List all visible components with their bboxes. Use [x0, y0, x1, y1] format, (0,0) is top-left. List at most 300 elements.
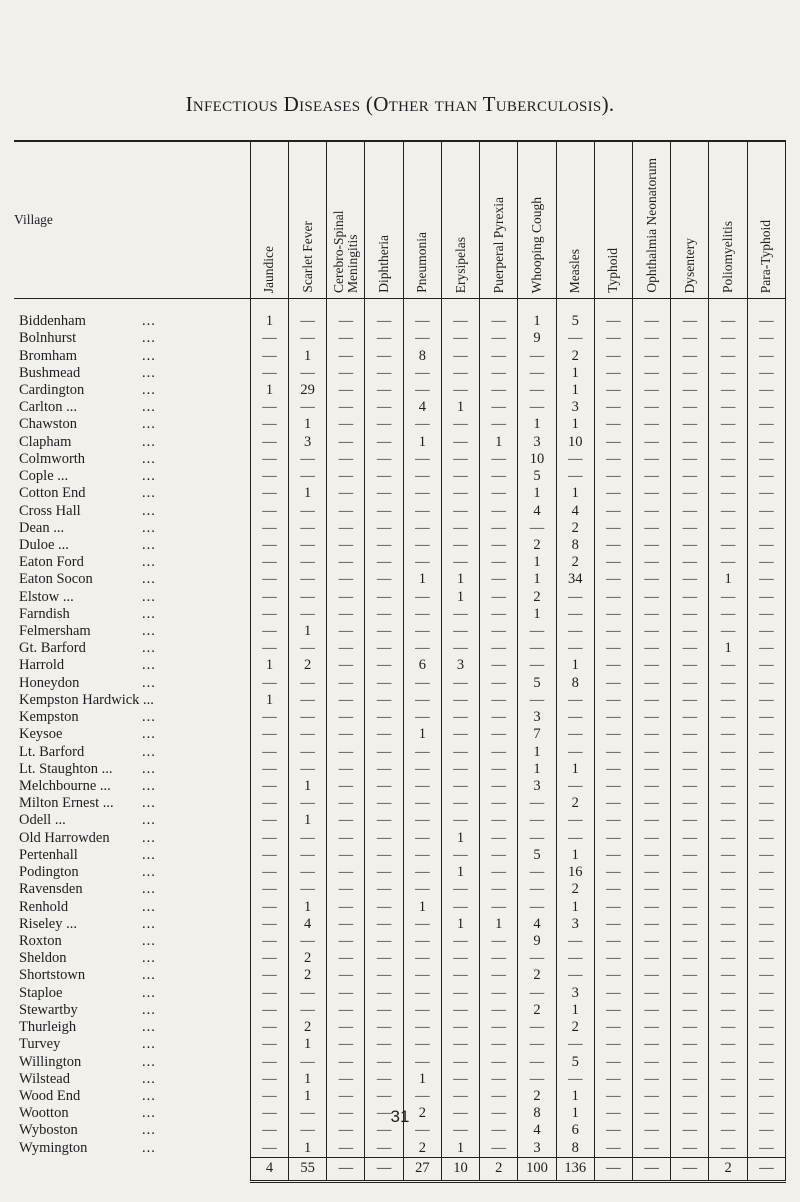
value-cell: — — [594, 1036, 632, 1053]
value-cell: — — [671, 382, 709, 399]
value-cell: — — [671, 520, 709, 537]
value-cell: — — [633, 675, 671, 692]
column-header-label: Measles — [567, 248, 583, 293]
header-row — [14, 141, 786, 299]
leader-dots: ... — [142, 881, 156, 898]
table-row — [14, 864, 786, 881]
leader-dots: ... — [142, 1122, 156, 1139]
village-name: Lt. Barford — [19, 743, 85, 760]
table-row — [14, 399, 786, 416]
village-name: Felmersham — [19, 623, 91, 640]
village-cell — [14, 795, 250, 812]
village-name: Turvey — [19, 1036, 61, 1053]
village-cell — [14, 1053, 250, 1070]
column-header — [403, 141, 441, 299]
value-cell: — — [594, 675, 632, 692]
value-cell: — — [747, 675, 785, 692]
column-header-label: Para-Typhoid — [758, 219, 774, 293]
village-name: Melchbourne ... — [19, 778, 111, 795]
value-cell: — — [709, 692, 747, 709]
village-name: Wilstead — [19, 1070, 70, 1087]
value-cell: — — [671, 985, 709, 1002]
value-cell: — — [480, 692, 518, 709]
value-cell: — — [671, 1122, 709, 1139]
leader-dots: ... — [142, 657, 156, 674]
value-cell: — — [250, 864, 288, 881]
leader-dots: ... — [142, 605, 156, 622]
value-cell: — — [250, 416, 288, 433]
value-cell: — — [709, 313, 747, 330]
leader-dots: ... — [142, 743, 156, 760]
value-cell: — — [250, 1053, 288, 1070]
value-cell: 1 — [518, 571, 556, 588]
leader-dots: ... — [142, 433, 156, 450]
value-cell: — — [594, 830, 632, 847]
value-cell: 2 — [518, 589, 556, 606]
value-cell: — — [365, 967, 403, 984]
value-cell: — — [747, 985, 785, 1002]
value-cell: — — [365, 1122, 403, 1139]
value-cell: — — [289, 1053, 327, 1070]
value-cell: — — [480, 330, 518, 347]
leader-dots: ... — [142, 709, 156, 726]
value-cell: — — [403, 675, 441, 692]
value-cell: — — [327, 726, 365, 743]
value-cell: — — [289, 554, 327, 571]
value-cell: 3 — [518, 434, 556, 451]
village-cell — [14, 916, 250, 933]
value-cell: — — [747, 761, 785, 778]
value-cell: — — [441, 898, 479, 915]
value-cell: — — [594, 1071, 632, 1088]
value-cell: — — [671, 347, 709, 364]
value-cell: — — [365, 1002, 403, 1019]
leader-dots: ... — [142, 726, 156, 743]
value-cell: 4 — [289, 916, 327, 933]
totals-row — [14, 1157, 786, 1181]
value-cell: — — [365, 313, 403, 330]
value-cell: 1 — [556, 485, 594, 502]
value-cell: — — [327, 1122, 365, 1139]
value-cell: — — [747, 864, 785, 881]
value-cell: — — [747, 967, 785, 984]
value-cell: — — [327, 1019, 365, 1036]
village-name: Bushmead — [19, 364, 81, 381]
value-cell: — — [709, 967, 747, 984]
value-cell: 1 — [556, 1002, 594, 1019]
village-cell — [14, 778, 250, 795]
value-cell: — — [480, 985, 518, 1002]
value-cell: — — [327, 313, 365, 330]
column-header-label: Diphtheria — [376, 235, 392, 293]
value-cell: — — [441, 640, 479, 657]
value-cell: — — [365, 916, 403, 933]
value-cell: 1 — [289, 623, 327, 640]
value-cell: — — [747, 451, 785, 468]
village-cell — [14, 382, 250, 399]
value-cell: 1 — [518, 761, 556, 778]
value-cell: 16 — [556, 864, 594, 881]
value-cell: — — [250, 606, 288, 623]
value-cell: — — [365, 881, 403, 898]
village-name: Old Harrowden — [19, 829, 110, 846]
value-cell: — — [671, 864, 709, 881]
value-cell: — — [709, 778, 747, 795]
total-cell: 55 — [289, 1157, 327, 1181]
value-cell: — — [633, 795, 671, 812]
value-cell: 1 — [556, 761, 594, 778]
value-cell: — — [250, 985, 288, 1002]
value-cell: 1 — [403, 898, 441, 915]
value-cell: — — [250, 434, 288, 451]
value-cell: 4 — [518, 1122, 556, 1139]
value-cell: — — [671, 416, 709, 433]
value-cell: 3 — [289, 434, 327, 451]
value-cell: — — [671, 950, 709, 967]
value-cell: — — [556, 468, 594, 485]
value-cell: — — [671, 1088, 709, 1105]
value-cell: — — [480, 743, 518, 760]
value-cell: — — [480, 589, 518, 606]
value-cell: — — [747, 606, 785, 623]
village-name: Harrold — [19, 657, 65, 674]
village-name: Wymington — [19, 1139, 88, 1156]
value-cell: — — [633, 451, 671, 468]
value-cell: — — [671, 881, 709, 898]
village-cell — [14, 881, 250, 898]
village-cell — [14, 537, 250, 554]
value-cell: — — [441, 692, 479, 709]
value-cell: — — [327, 434, 365, 451]
table-row — [14, 330, 786, 347]
value-cell: 29 — [289, 382, 327, 399]
village-name: Willington — [19, 1053, 82, 1070]
value-cell: — — [403, 485, 441, 502]
value-cell: — — [289, 399, 327, 416]
value-cell: — — [403, 881, 441, 898]
value-cell: 1 — [556, 657, 594, 674]
value-cell: — — [671, 898, 709, 915]
value-cell: — — [365, 623, 403, 640]
leader-dots: ... — [142, 381, 156, 398]
value-cell: — — [633, 1053, 671, 1070]
value-cell: — — [327, 485, 365, 502]
table-row — [14, 795, 786, 812]
value-cell: — — [441, 468, 479, 485]
value-cell: — — [633, 434, 671, 451]
value-cell: 1 — [441, 571, 479, 588]
village-name: Odell ... — [19, 812, 66, 829]
table-row — [14, 571, 786, 588]
value-cell: — — [289, 330, 327, 347]
value-cell: — — [594, 451, 632, 468]
value-cell: — — [289, 468, 327, 485]
value-cell: — — [518, 864, 556, 881]
village-name: Cople ... — [19, 468, 69, 485]
leader-dots: ... — [142, 588, 156, 605]
leader-dots: ... — [142, 1036, 156, 1053]
leader-dots: ... — [142, 313, 156, 330]
value-cell: — — [403, 502, 441, 519]
value-cell: — — [441, 675, 479, 692]
total-cell: 2 — [480, 1157, 518, 1181]
value-cell: — — [480, 1140, 518, 1158]
value-cell: — — [671, 1019, 709, 1036]
table-row — [14, 847, 786, 864]
value-cell: — — [250, 1140, 288, 1158]
value-cell: — — [250, 571, 288, 588]
value-cell: — — [289, 313, 327, 330]
table-row — [14, 1071, 786, 1088]
value-cell: — — [556, 812, 594, 829]
value-cell: — — [365, 950, 403, 967]
value-cell: — — [556, 778, 594, 795]
value-cell: — — [250, 623, 288, 640]
value-cell: — — [518, 347, 556, 364]
value-cell: — — [671, 675, 709, 692]
spacer-cell — [14, 299, 250, 314]
total-cell: — — [671, 1157, 709, 1181]
value-cell: — — [594, 657, 632, 674]
value-cell: — — [365, 743, 403, 760]
value-cell: — — [556, 1071, 594, 1088]
value-cell: — — [633, 382, 671, 399]
value-cell: — — [327, 640, 365, 657]
value-cell: — — [250, 933, 288, 950]
value-cell: — — [441, 812, 479, 829]
value-cell: — — [709, 881, 747, 898]
value-cell: — — [556, 692, 594, 709]
value-cell: — — [633, 830, 671, 847]
value-cell: — — [747, 313, 785, 330]
value-cell: — — [671, 313, 709, 330]
table-row — [14, 1140, 786, 1158]
value-cell: — — [441, 1002, 479, 1019]
value-cell: — — [327, 399, 365, 416]
value-cell: — — [594, 1088, 632, 1105]
value-cell: — — [327, 365, 365, 382]
value-cell: — — [671, 761, 709, 778]
column-header — [633, 141, 671, 299]
value-cell: — — [480, 554, 518, 571]
value-cell: — — [250, 537, 288, 554]
value-cell: — — [250, 709, 288, 726]
village-cell — [14, 330, 250, 347]
village-name: Eaton Ford — [19, 554, 84, 571]
value-cell: — — [556, 451, 594, 468]
value-cell: — — [480, 1036, 518, 1053]
column-header — [289, 141, 327, 299]
village-name: Milton Ernest ... — [19, 795, 114, 812]
value-cell: — — [633, 1071, 671, 1088]
value-cell: — — [441, 1036, 479, 1053]
column-header-label: Erysipelas — [452, 236, 468, 293]
value-cell: — — [441, 985, 479, 1002]
table-row — [14, 365, 786, 382]
value-cell: — — [518, 812, 556, 829]
value-cell: — — [250, 898, 288, 915]
spacer-cell — [594, 299, 632, 314]
value-cell: — — [747, 571, 785, 588]
value-cell: — — [594, 881, 632, 898]
value-cell: — — [594, 847, 632, 864]
value-cell: — — [365, 365, 403, 382]
value-cell: — — [250, 468, 288, 485]
village-cell — [14, 761, 250, 778]
value-cell: — — [594, 485, 632, 502]
value-cell: — — [556, 330, 594, 347]
value-cell: — — [518, 1019, 556, 1036]
value-cell: — — [671, 571, 709, 588]
leader-dots: ... — [142, 674, 156, 691]
value-cell: 1 — [403, 571, 441, 588]
total-cell: 4 — [250, 1157, 288, 1181]
value-cell: — — [633, 640, 671, 657]
value-cell: — — [289, 537, 327, 554]
value-cell: — — [480, 778, 518, 795]
value-cell: — — [365, 830, 403, 847]
village-name: Sheldon — [19, 950, 67, 967]
value-cell: — — [365, 864, 403, 881]
column-header — [480, 141, 518, 299]
value-cell: — — [633, 347, 671, 364]
value-cell: — — [250, 520, 288, 537]
value-cell: — — [250, 916, 288, 933]
value-cell: — — [747, 589, 785, 606]
value-cell: — — [518, 985, 556, 1002]
value-cell: 5 — [556, 313, 594, 330]
value-cell: — — [671, 967, 709, 984]
leader-dots: ... — [142, 1019, 156, 1036]
value-cell: — — [289, 571, 327, 588]
table-row — [14, 606, 786, 623]
value-cell: — — [441, 313, 479, 330]
value-cell: — — [365, 898, 403, 915]
value-cell: — — [480, 1105, 518, 1122]
value-cell: — — [480, 795, 518, 812]
value-cell: — — [327, 1053, 365, 1070]
value-cell: — — [594, 554, 632, 571]
value-cell: — — [289, 933, 327, 950]
village-cell — [14, 347, 250, 364]
value-cell: — — [709, 434, 747, 451]
value-cell: — — [441, 1088, 479, 1105]
value-cell: — — [403, 554, 441, 571]
value-cell: 2 — [556, 347, 594, 364]
column-header — [250, 141, 288, 299]
village-name: Thurleigh — [19, 1019, 77, 1036]
value-cell: — — [709, 950, 747, 967]
value-cell: — — [289, 692, 327, 709]
value-cell: — — [250, 847, 288, 864]
value-cell: — — [480, 1088, 518, 1105]
value-cell: — — [441, 554, 479, 571]
column-header-label: Jaundice — [261, 245, 277, 293]
value-cell: — — [709, 830, 747, 847]
value-cell: — — [250, 778, 288, 795]
value-cell: 1 — [441, 589, 479, 606]
value-cell: — — [327, 606, 365, 623]
column-header — [671, 141, 709, 299]
value-cell: — — [594, 537, 632, 554]
value-cell: 5 — [518, 847, 556, 864]
value-cell: 3 — [556, 985, 594, 1002]
leader-dots: ... — [142, 1070, 156, 1087]
column-header-label: Whooping Cough — [528, 196, 544, 293]
value-cell: — — [747, 365, 785, 382]
value-cell: — — [747, 502, 785, 519]
value-cell: — — [365, 812, 403, 829]
table-row — [14, 916, 786, 933]
leader-dots: ... — [142, 330, 156, 347]
leader-dots: ... — [142, 536, 156, 553]
value-cell: — — [289, 589, 327, 606]
value-cell: — — [289, 675, 327, 692]
total-cell: 2 — [709, 1157, 747, 1181]
value-cell: — — [709, 1140, 747, 1158]
value-cell: 1 — [518, 485, 556, 502]
spacer-cell — [403, 299, 441, 314]
spacer-cell — [709, 299, 747, 314]
value-cell: — — [365, 761, 403, 778]
value-cell: — — [747, 1071, 785, 1088]
value-cell: — — [709, 916, 747, 933]
village-cell — [14, 675, 250, 692]
value-cell: — — [365, 1088, 403, 1105]
value-cell: — — [556, 589, 594, 606]
value-cell: 9 — [518, 330, 556, 347]
leader-dots: ... — [142, 1001, 156, 1018]
value-cell: — — [289, 1002, 327, 1019]
value-cell: — — [709, 675, 747, 692]
value-cell: 5 — [556, 1053, 594, 1070]
value-cell: 1 — [289, 485, 327, 502]
leader-dots: ... — [142, 519, 156, 536]
value-cell: — — [747, 933, 785, 950]
value-cell: — — [671, 726, 709, 743]
value-cell: 1 — [441, 916, 479, 933]
village-cell — [14, 864, 250, 881]
value-cell: — — [594, 347, 632, 364]
value-cell: 1 — [556, 416, 594, 433]
value-cell: 1 — [403, 726, 441, 743]
value-cell: — — [441, 933, 479, 950]
value-cell: — — [633, 726, 671, 743]
village-name: Farndish — [19, 605, 70, 622]
value-cell: — — [441, 416, 479, 433]
village-name: Carlton ... — [19, 399, 77, 416]
value-cell: — — [441, 537, 479, 554]
value-cell: — — [365, 537, 403, 554]
village-cell — [14, 709, 250, 726]
value-cell: — — [250, 485, 288, 502]
column-header-label: Ophthalmia Neonatorum — [643, 158, 659, 293]
value-cell: — — [747, 847, 785, 864]
value-cell: — — [671, 795, 709, 812]
table-row — [14, 692, 786, 709]
value-cell: — — [556, 606, 594, 623]
leader-dots: ... — [142, 760, 156, 777]
value-cell: — — [633, 950, 671, 967]
value-cell: — — [250, 399, 288, 416]
value-cell: — — [518, 365, 556, 382]
leader-dots: ... — [142, 1105, 156, 1122]
value-cell: — — [365, 1071, 403, 1088]
spacer-row — [14, 299, 786, 314]
table-row — [14, 1036, 786, 1053]
table-row — [14, 1019, 786, 1036]
value-cell: 8 — [556, 675, 594, 692]
